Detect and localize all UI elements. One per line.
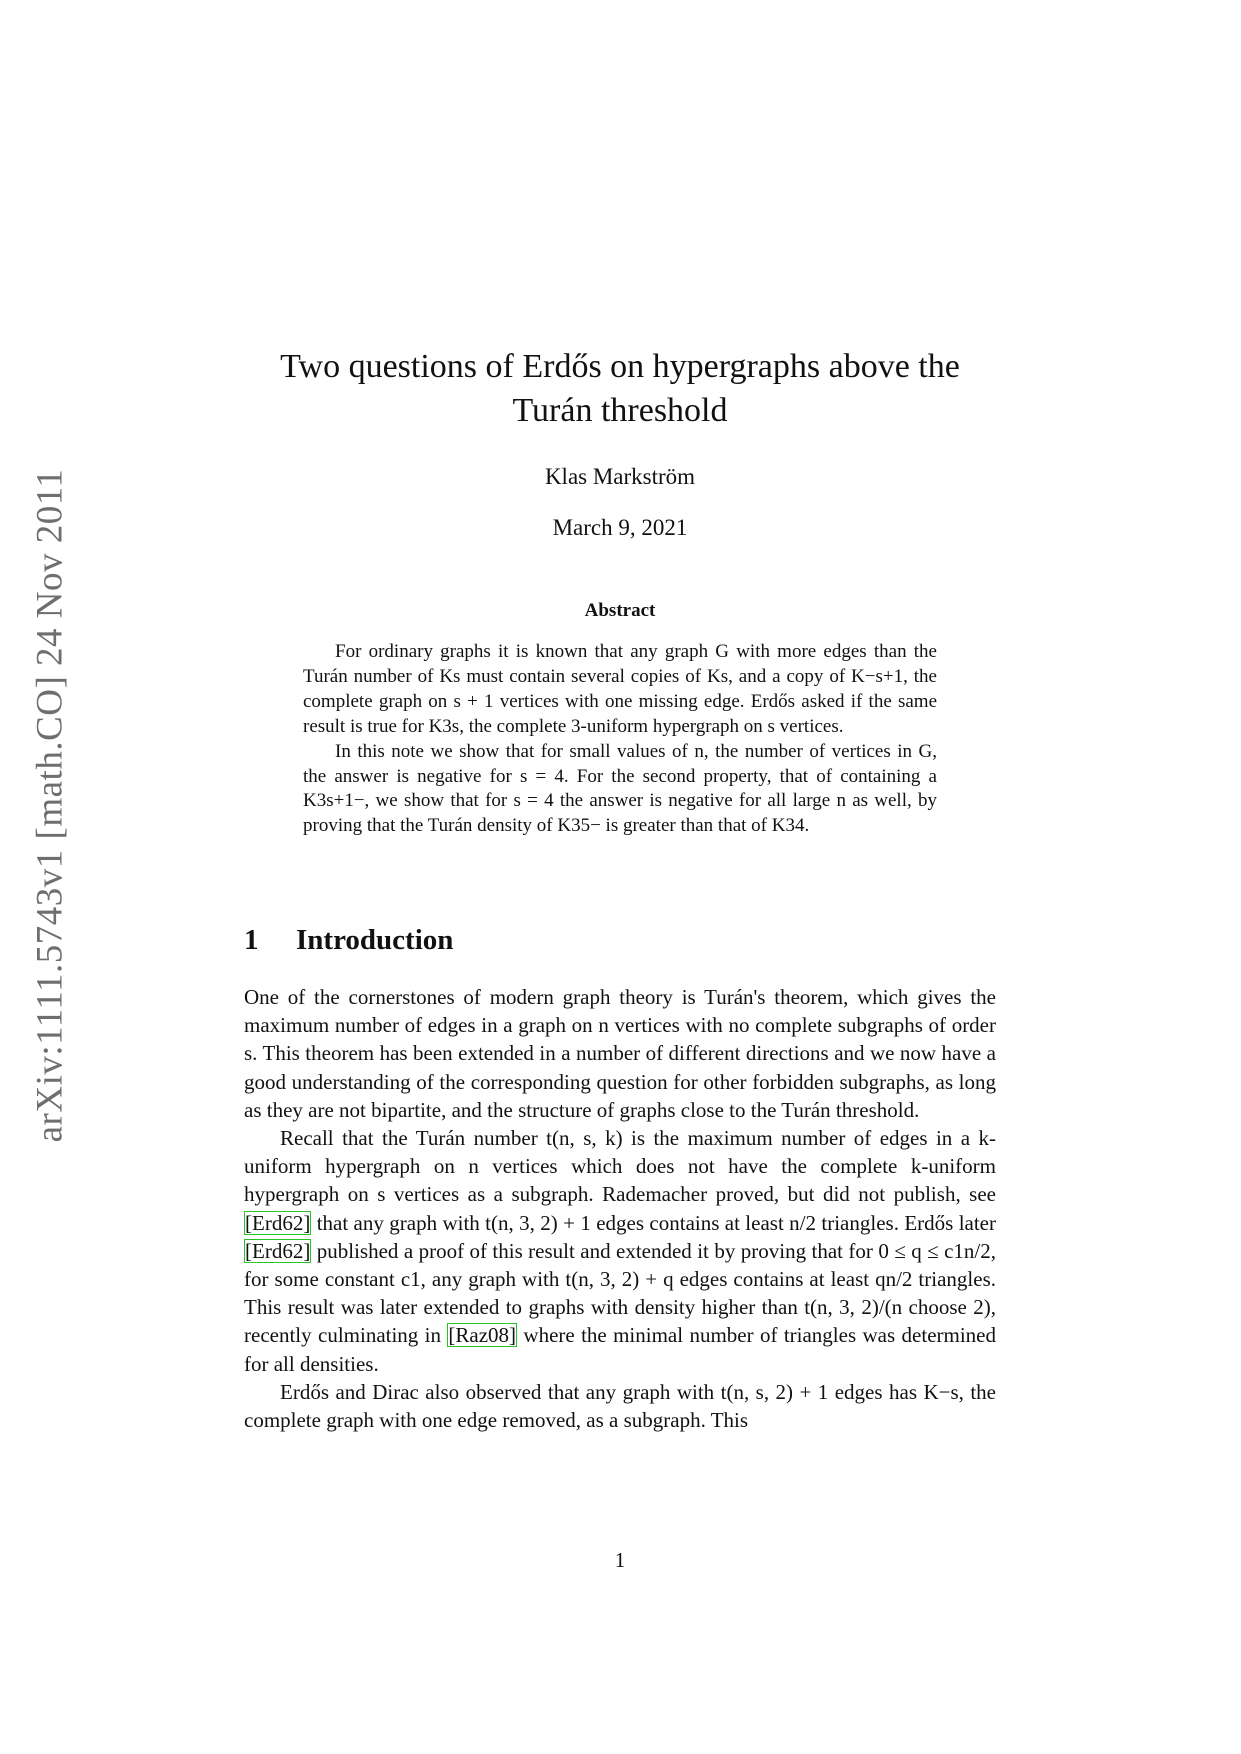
citation-link-erd62-second[interactable]: [Erd62] [245,1238,311,1263]
body-paragraph-2-part-d: where the minimal number of triangles was determined for all densities. [244,1323,996,1376]
body-paragraph-2-part-c: published a proof of this result and extended it by proving that for 0 ≤ q ≤ c1n/2, for some constant c1, any graph with t(n, 3, 2) + q edges contains at least qn/2 triangles. This result was later extended to graphs with density higher than t(n, 3, 2)/(n choose 2), recently culminating in [244,1238,996,1348]
body-paragraph-1: One of the cornerstones of modern graph theory is Turán's theorem, which gives the maximum number of edges in a graph on n vertices with no complete subgraphs of order s. This theorem has been extended in a number of different directions and we now have a good understanding of the corresponding question for other forbidden subgraphs, as long as they are not bipartite, and the structure of graphs close to the Turán threshold. [244,985,996,1122]
abstract-paragraph-1: For ordinary graphs it is known that any graph G with more edges than the Turán number of Ks must contain several copies of Ks, and a copy of K−s+1, the complete graph on s + 1 vertices with one missing edge. Erdős asked if the same result is true for K3s, the complete 3-uniform hypergraph on s vertices. [303,641,937,737]
section-title: Introduction [296,924,454,956]
citation-link-erd62[interactable]: [Erd62] [245,1210,311,1235]
citation-link-raz08[interactable]: [Raz08] [448,1323,517,1348]
abstract-paragraph-2: In this note we show that for small values of n, the number of vertices in G, the answer is negative for s = 4. For the second property, that of containing a K3s+1−, we show that for s = 4 the answer is negative for all large n as well, by proving that the Turán density of K35− is greater than that of K34. [303,740,937,837]
section-number: 1 [244,924,259,956]
arxiv-identifier: arXiv:1111.5743v1 [math.CO] 24 Nov 2011 [29,468,71,1142]
body-paragraph-3: Erdős and Dirac also observed that any graph with t(n, s, 2) + 1 edges has K−s, the complete graph with one edge removed, as a subgraph. This [244,1379,996,1433]
body-paragraph-2-part-b: that any graph with t(n, 3, 2) + 1 edges contains at least n/2 triangles. Erdős later [311,1210,996,1235]
author-name: Klas Markström [544,464,696,489]
arxiv-sidebar-stamp [30,460,70,1150]
title-line-1: Two questions of Erdős on hypergraphs above the [280,348,960,385]
introduction-body [244,983,996,1434]
body-paragraph-2 [244,1124,996,1378]
page-number: 1 [614,1548,626,1572]
paper-title [200,345,1040,433]
abstract-body [303,640,937,839]
abstract-heading: Abstract [584,600,656,621]
publication-date: March 9, 2021 [552,515,688,540]
body-paragraph-2-part-a: Recall that the Turán number t(n, s, k) is the maximum number of edges in a k-uniform hypergraph on n vertices which does not have the complete k-uniform hypergraph on s vertices as a subgraph. Rademacher proved, but did not publish, see [244,1126,996,1207]
title-line-2: Turán threshold [512,392,728,429]
section-heading-introduction [244,924,453,957]
